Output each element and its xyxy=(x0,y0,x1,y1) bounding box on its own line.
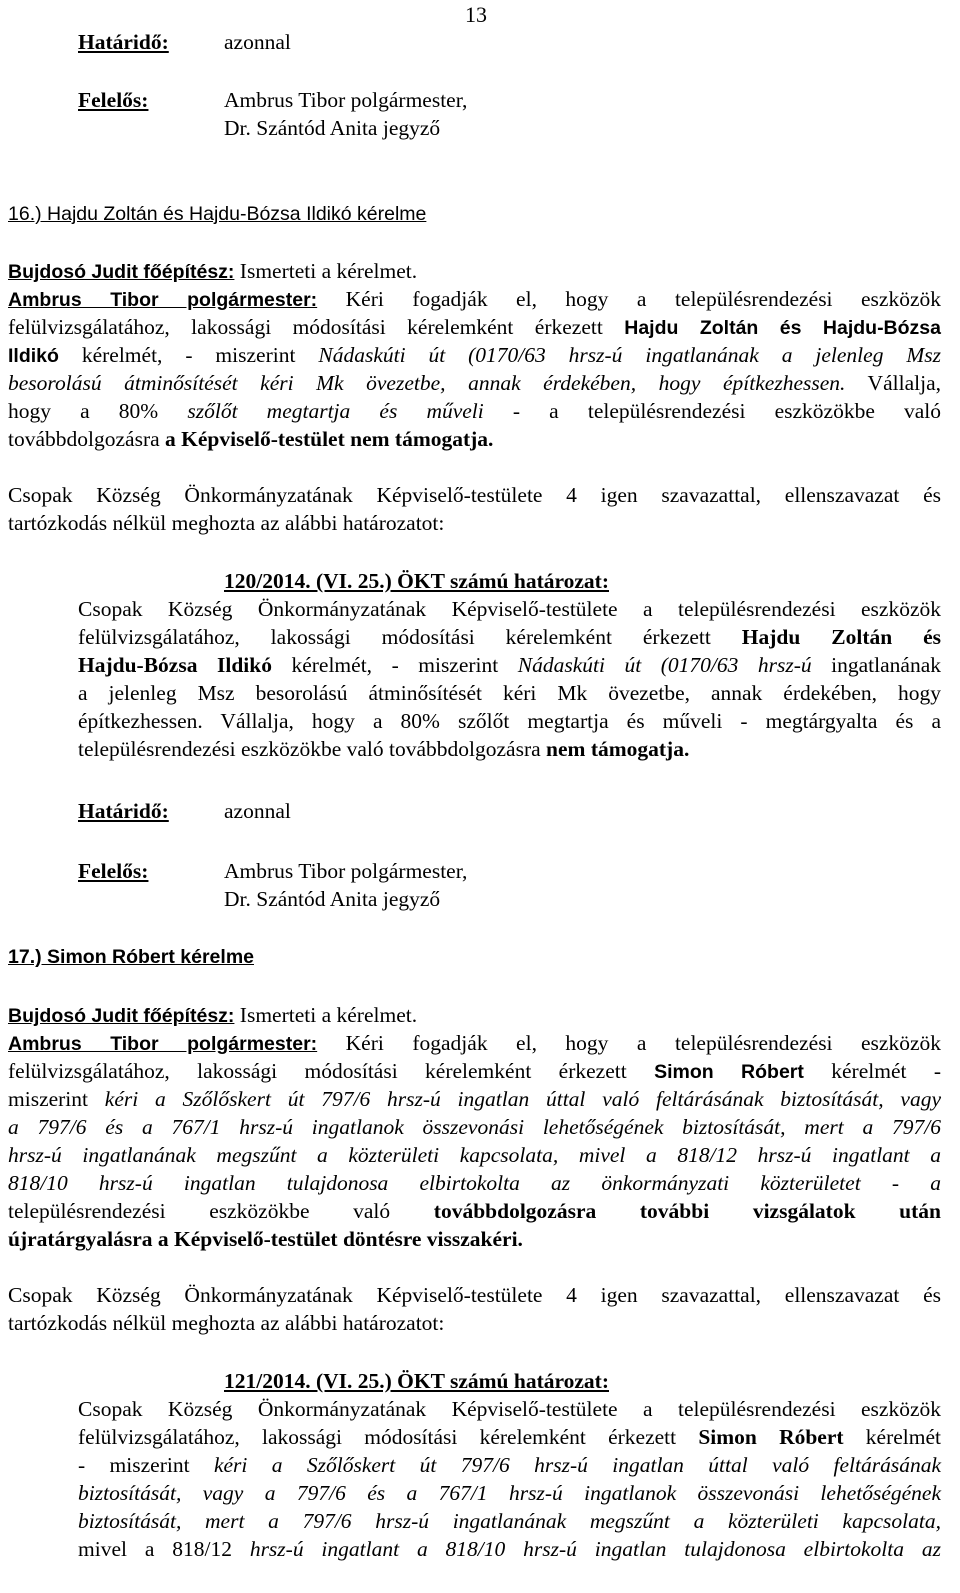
resolution-120-line xyxy=(78,623,941,651)
text-run: hrsz-ú ingatlant a 818/10 hrsz-ú ingatlan tulajdonosa elbirtokolta az xyxy=(249,1537,941,1561)
resolution-120-title: 120/2014. (VI. 25.) ÖKT számú határozat: xyxy=(224,569,609,593)
item-16-paragraph-line xyxy=(8,285,941,314)
text-run: felülvizsgálatához, lakossági módosítási kérelemként érkezett xyxy=(8,1059,655,1083)
text-run: Vállalja, xyxy=(845,371,941,395)
deadline-label: Határidő: xyxy=(78,30,169,54)
resolution-120-line: építkezhessen. Vállalja, hogy a 80% szőlőt megtartja és műveli - megtárgyalta és a xyxy=(78,709,941,733)
speaker-text: Ismerteti a kérelmet. xyxy=(234,1003,418,1027)
text-run: Hajdu-Bózsa Ildikó xyxy=(78,653,272,677)
text-run: szőlőt megtartja és műveli xyxy=(187,399,484,423)
item-17-heading: 17.) Simon Róbert kérelme xyxy=(8,946,254,968)
text-run: besorolású átminősítését kéri Mk övezetbe, annak érdekében, hogy építkezhessen. xyxy=(8,371,846,395)
text-run: településrendezési eszközökbe való xyxy=(8,1199,434,1223)
item-17-paragraph-line: hrsz-ú ingatlanának megszűnt a közterületi kapcsolata, mivel a 818/12 hrsz-ú ingatlant a xyxy=(8,1143,941,1167)
responsible-label: Felelős: xyxy=(78,88,149,112)
text-run: kérelmét xyxy=(843,1425,941,1449)
item-17-paragraph-line xyxy=(8,1085,941,1113)
item-17-paragraph-line xyxy=(8,1197,941,1225)
text-run: Kéri fogadják el, hogy a településrendezési eszközök xyxy=(317,287,942,311)
text-run: Hajdu Zoltán és xyxy=(741,625,942,649)
text-run: Nádaskúti út (0170/63 hrsz-ú ingatlanának a jelenleg Msz xyxy=(318,343,942,367)
resolution-121-title: 121/2014. (VI. 25.) ÖKT számú határozat: xyxy=(224,1369,609,1393)
resolution-120-line: Csopak Község Önkormányzatának Képviselő-testülete a településrendezési eszközök xyxy=(78,597,941,621)
text-run: nem támogatja. xyxy=(546,737,690,761)
text-run: felülvizsgálatához, lakossági módosítási kérelemként érkezett xyxy=(8,315,625,339)
item-17-vote-line-2: tartózkodás nélkül meghozta az alábbi határozatot: xyxy=(8,1311,445,1335)
page-number: 13 xyxy=(465,2,487,27)
item-17-speaker-line xyxy=(8,1001,417,1030)
resolution-120-line xyxy=(78,651,941,679)
item-17-paragraph-line xyxy=(8,1029,941,1058)
text-run: kérelmét, - miszerint xyxy=(271,653,518,677)
text-run: Kéri fogadják el, hogy a településrendezési eszközök xyxy=(317,1031,942,1055)
text-run: továbbdolgozásra xyxy=(8,427,166,451)
item-16-paragraph-line xyxy=(8,341,941,370)
item-17-paragraph-line: a 797/6 és a 767/1 hrsz-ú ingatlanok összevonási lehetőségének biztosítását, mert a 797/6 xyxy=(8,1115,941,1139)
text-run: településrendezési eszközökbe való továbbdolgozásra xyxy=(78,737,547,761)
text-run: Ildikó xyxy=(8,345,59,367)
text-run: kéri a Szőlőskert út 797/6 hrsz-ú ingatlan úttal való feltárásának biztosítását, vagy xyxy=(104,1087,941,1111)
text-run: kérelmét, - miszerint xyxy=(58,343,319,367)
item-16-paragraph-line xyxy=(8,369,941,397)
text-run: továbbdolgozásra további vizsgálatok után xyxy=(433,1199,941,1223)
responsible-line-2: Dr. Szántód Anita jegyző xyxy=(224,116,441,140)
text-run: Simon Róbert xyxy=(654,1061,804,1083)
speaker-name: Bujdosó Judit főépítész: xyxy=(8,261,235,283)
item-16-heading: 16.) Hajdu Zoltán és Hajdu-Bózsa Ildikó kérelme xyxy=(8,203,427,225)
text-run: - a településrendezési eszközökbe való xyxy=(483,399,942,423)
text-run: Hajdu Zoltán és Hajdu-Bózsa xyxy=(624,317,941,339)
item-16-vote-line-1: Csopak Község Önkormányzatának Képviselő-testülete 4 igen szavazattal, ellenszavazat és xyxy=(8,483,941,507)
resolution-121-line xyxy=(78,1423,941,1451)
resolution-121-line xyxy=(78,1535,941,1563)
item-16-paragraph-line xyxy=(8,397,941,425)
text-run: ingatlanának xyxy=(811,653,941,677)
item-16-paragraph-line xyxy=(8,425,493,453)
deadline-label: Határidő: xyxy=(78,799,169,823)
resolution-120-line xyxy=(78,735,689,763)
resolution-121-line: biztosítását, vagy a 797/6 és a 767/1 hrsz-ú ingatlanok összevonási lehetőségének xyxy=(78,1481,941,1505)
speaker-text: Ismerteti a kérelmet. xyxy=(234,259,418,283)
text-run: felülvizsgálatához, lakossági módosítási kérelemként érkezett xyxy=(78,1425,699,1449)
deadline-value: azonnal xyxy=(224,30,291,54)
responsible-line-1: Ambrus Tibor polgármester, xyxy=(224,859,468,883)
text-run: felülvizsgálatához, lakossági módosítási kérelemként érkezett xyxy=(78,625,742,649)
text-run: a Képviselő-testület nem támogatja. xyxy=(165,427,494,451)
text-run: - miszerint xyxy=(78,1453,214,1477)
deadline-value: azonnal xyxy=(224,799,291,823)
resolution-121-line xyxy=(78,1451,941,1479)
responsible-line-2: Dr. Szántód Anita jegyző xyxy=(224,887,441,911)
item-16-paragraph-line xyxy=(8,313,941,342)
responsible-line-1: Ambrus Tibor polgármester, xyxy=(224,88,468,112)
item-17-paragraph-line xyxy=(8,1057,941,1086)
item-17-vote-line-1: Csopak Község Önkormányzatának Képviselő-testülete 4 igen szavazattal, ellenszavazat és xyxy=(8,1283,941,1307)
speaker-name: Ambrus Tibor polgármester: xyxy=(8,1033,318,1055)
text-run: mivel a 818/12 xyxy=(78,1537,250,1561)
item-17-paragraph-line: újratárgyalásra a Képviselő-testület döntésre visszakéri. xyxy=(8,1227,523,1251)
resolution-121-line: Csopak Község Önkormányzatának Képviselő-testülete a településrendezési eszközök xyxy=(78,1397,941,1421)
text-run: miszerint xyxy=(8,1087,105,1111)
resolution-121-line: biztosítását, mert a 797/6 hrsz-ú ingatlanának megszűnt a közterületi kapcsolata, xyxy=(78,1509,941,1533)
text-run: Nádaskúti út (0170/63 hrsz-ú xyxy=(517,653,812,677)
item-17-paragraph-line: 818/10 hrsz-ú ingatlan tulajdonosa elbirtokolta az önkormányzati közterületet - a xyxy=(8,1171,941,1195)
speaker-name: Ambrus Tibor polgármester: xyxy=(8,289,318,311)
item-16-speaker-line xyxy=(8,257,417,286)
text-run: kéri a Szőlőskert út 797/6 hrsz-ú ingatlan úttal való feltárásának xyxy=(213,1453,941,1477)
resolution-120-line: a jelenleg Msz besorolású átminősítését kéri Mk övezetbe, annak érdekében, hogy xyxy=(78,681,941,705)
text-run: hogy a 80% xyxy=(8,399,188,423)
responsible-label: Felelős: xyxy=(78,859,149,883)
text-run: kérelmét - xyxy=(803,1059,941,1083)
item-16-vote-line-2: tartózkodás nélkül meghozta az alábbi határozatot: xyxy=(8,511,445,535)
speaker-name: Bujdosó Judit főépítész: xyxy=(8,1005,235,1027)
text-run: Simon Róbert xyxy=(698,1425,844,1449)
